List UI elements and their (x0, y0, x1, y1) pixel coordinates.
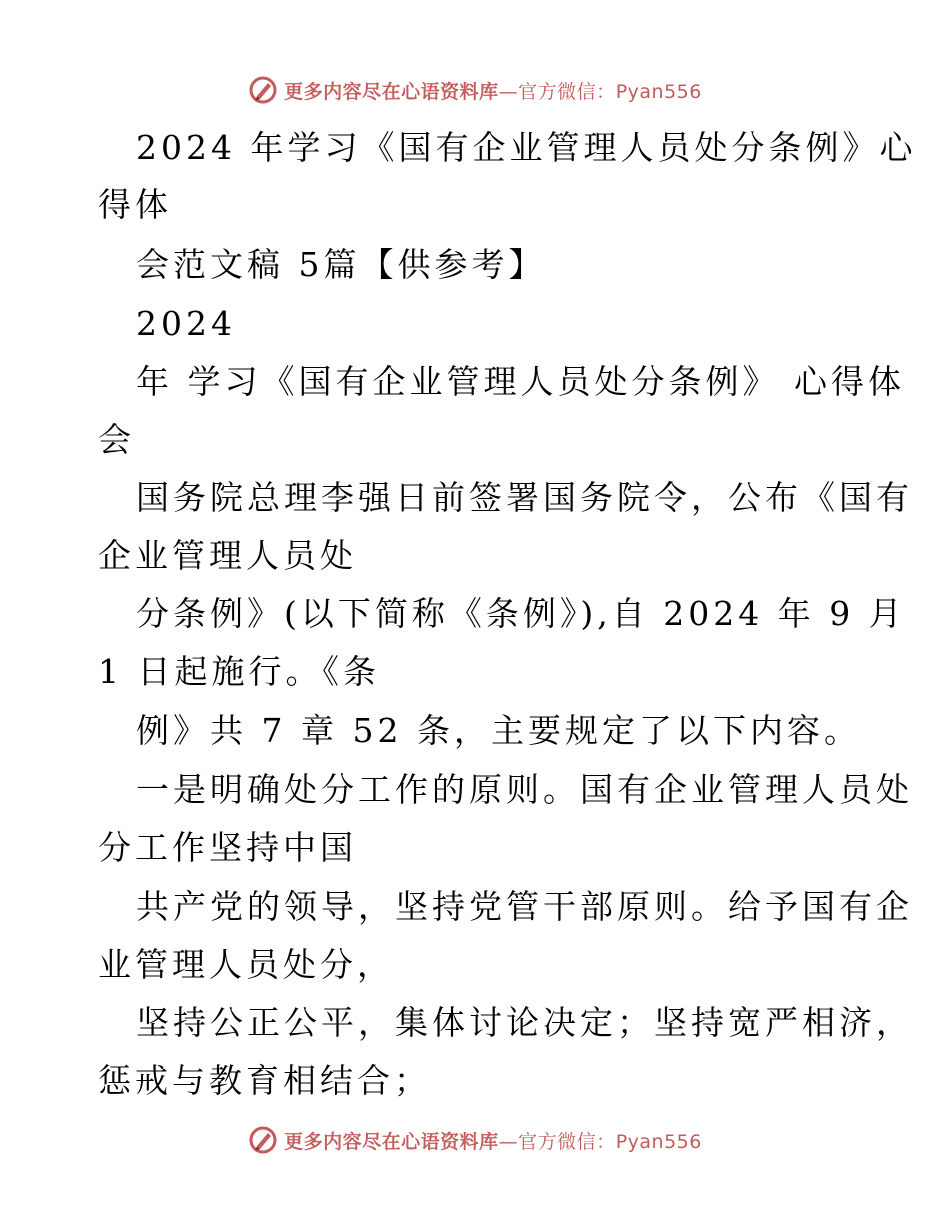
text-line: 企业管理人员处 (98, 536, 357, 575)
banner-dash: — (498, 1130, 519, 1153)
text-line: 年 学习《国有企业管理人员处分条例》 心得体 (136, 362, 905, 401)
banner-official-label: 官方微信： (518, 80, 616, 103)
pen-circle-logo-icon (248, 1125, 278, 1155)
header-banner (0, 70, 950, 110)
text-line: 共产党的领导，坚持党管干部原则。给予国有企 (136, 887, 913, 926)
text-line: 得体 (98, 185, 172, 224)
banner-dash: — (498, 80, 519, 103)
text-line: 2024 年学习《国有企业管理人员处分条例》心 (136, 128, 917, 167)
text-line: 会 (98, 420, 135, 459)
text-line: 2024 (136, 304, 236, 343)
banner-text (284, 1127, 702, 1154)
text-line: 分条例》(以下简称《条例》),自 2024 年 9 月 (136, 594, 906, 633)
text-line: 惩戒与教育相结合； (98, 1061, 431, 1100)
text-line: 分工作坚持中国 (98, 828, 357, 867)
banner-title: 更多内容尽在心语资料库 (284, 80, 499, 103)
footer-banner (0, 1120, 950, 1160)
text-line: 业管理人员处分， (98, 945, 394, 984)
text-line: 一是明确处分工作的原则。国有企业管理人员处 (136, 770, 913, 809)
text-line: 1 日起施行。《条 (98, 652, 380, 691)
banner-wechat-id: Pyan556 (615, 80, 702, 103)
text-line: 例》共 7 章 52 条，主要规定了以下内容。 (136, 711, 861, 750)
text-line: 会范文稿 5篇【供参考】 (136, 245, 546, 284)
banner-text (284, 77, 702, 104)
banner-official-label: 官方微信： (518, 1130, 616, 1153)
pen-circle-logo-icon (248, 75, 278, 105)
banner-title: 更多内容尽在心语资料库 (284, 1130, 499, 1153)
text-line: 坚持公正公平，集体讨论决定；坚持宽严相济， (136, 1003, 913, 1042)
text-line: 国务院总理李强日前签署国务院令，公布《国有 (136, 478, 913, 517)
banner-wechat-id: Pyan556 (615, 1130, 702, 1153)
